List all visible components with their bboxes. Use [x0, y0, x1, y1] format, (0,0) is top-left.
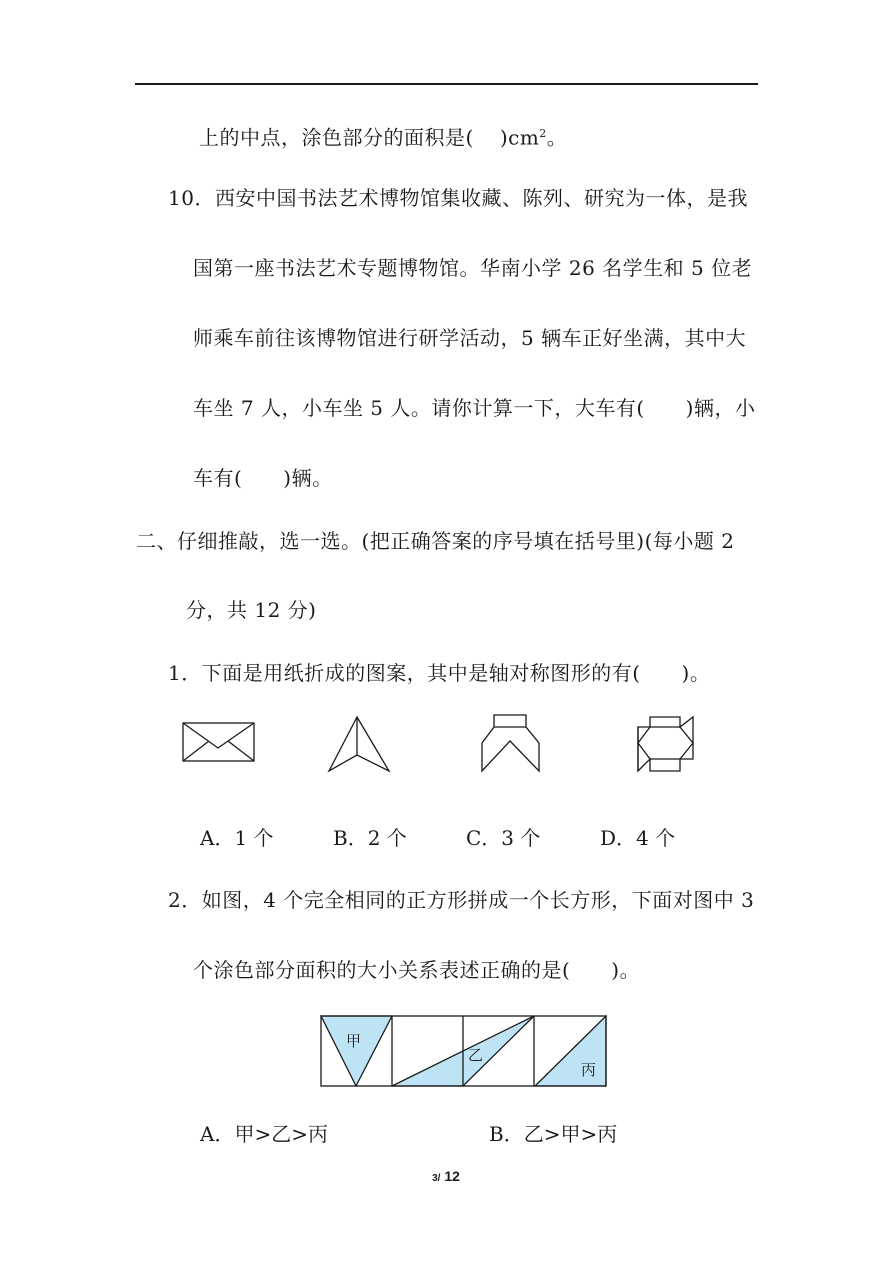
chevron-figure-icon [479, 713, 541, 775]
label-jia: 甲 [346, 1032, 362, 1050]
envelope-figure-icon [182, 720, 256, 764]
label-bing: 丙 [581, 1061, 597, 1079]
page-number [0, 1168, 892, 1184]
page-current: 3/ [432, 1173, 441, 1184]
q9-text-b: )cm [499, 125, 540, 150]
header-rule [135, 83, 758, 85]
q2-stem-1: 2．如图，4 个完全相同的正方形拼成一个长方形，下面对图中 3 [168, 888, 755, 912]
shaded-triangle-jia [321, 1016, 392, 1086]
q10-line-4: 车坐 7 人，小车坐 5 人。请你计算一下，大车有( )辆，小 [193, 396, 756, 420]
q2-stem-2: 个涂色部分面积的大小关系表述正确的是( )。 [193, 958, 641, 982]
q2-option-b: B．乙>甲>丙 [489, 1122, 618, 1146]
q1-option-a: A．1 个 [200, 826, 274, 850]
hexagon-fold-figure-icon [633, 713, 699, 775]
q1-option-b: B．2 个 [333, 826, 407, 850]
q1-stem: 1．下面是用纸折成的图案，其中是轴对称图形的有( )。 [168, 661, 711, 685]
q10-line-3: 师乘车前往该博物馆进行研学活动，5 辆车正好坐满，其中大 [193, 326, 747, 350]
q9-continuation [199, 120, 567, 152]
page-total: 12 [444, 1168, 460, 1184]
arrowhead-figure-icon [327, 715, 391, 775]
q9-text-end: 。 [546, 125, 568, 150]
q10-line-5: 车有( )辆。 [193, 466, 333, 490]
q9-text-a: 上的中点，涂色部分的面积是( [199, 125, 474, 150]
q10-line-2: 国第一座书法艺术专题博物馆。华南小学 26 名学生和 5 位老 [193, 256, 753, 280]
section-2-heading-2: 分，共 12 分) [186, 598, 317, 622]
q1-option-c: C．3 个 [466, 826, 541, 850]
q9-unit-exponent: 2 [539, 127, 547, 140]
label-yi: 乙 [468, 1046, 484, 1064]
q10-line-1: 10．西安中国书法艺术博物馆集收藏、陈列、研究为一体，是我 [168, 186, 748, 210]
four-squares-figure [320, 1015, 610, 1089]
q1-option-d: D．4 个 [600, 826, 676, 850]
section-2-heading-1: 二、仔细推敲，选一选。(把正确答案的序号填在括号里)(每小题 2 [136, 529, 735, 553]
q2-option-a: A．甲>乙>丙 [200, 1122, 328, 1146]
